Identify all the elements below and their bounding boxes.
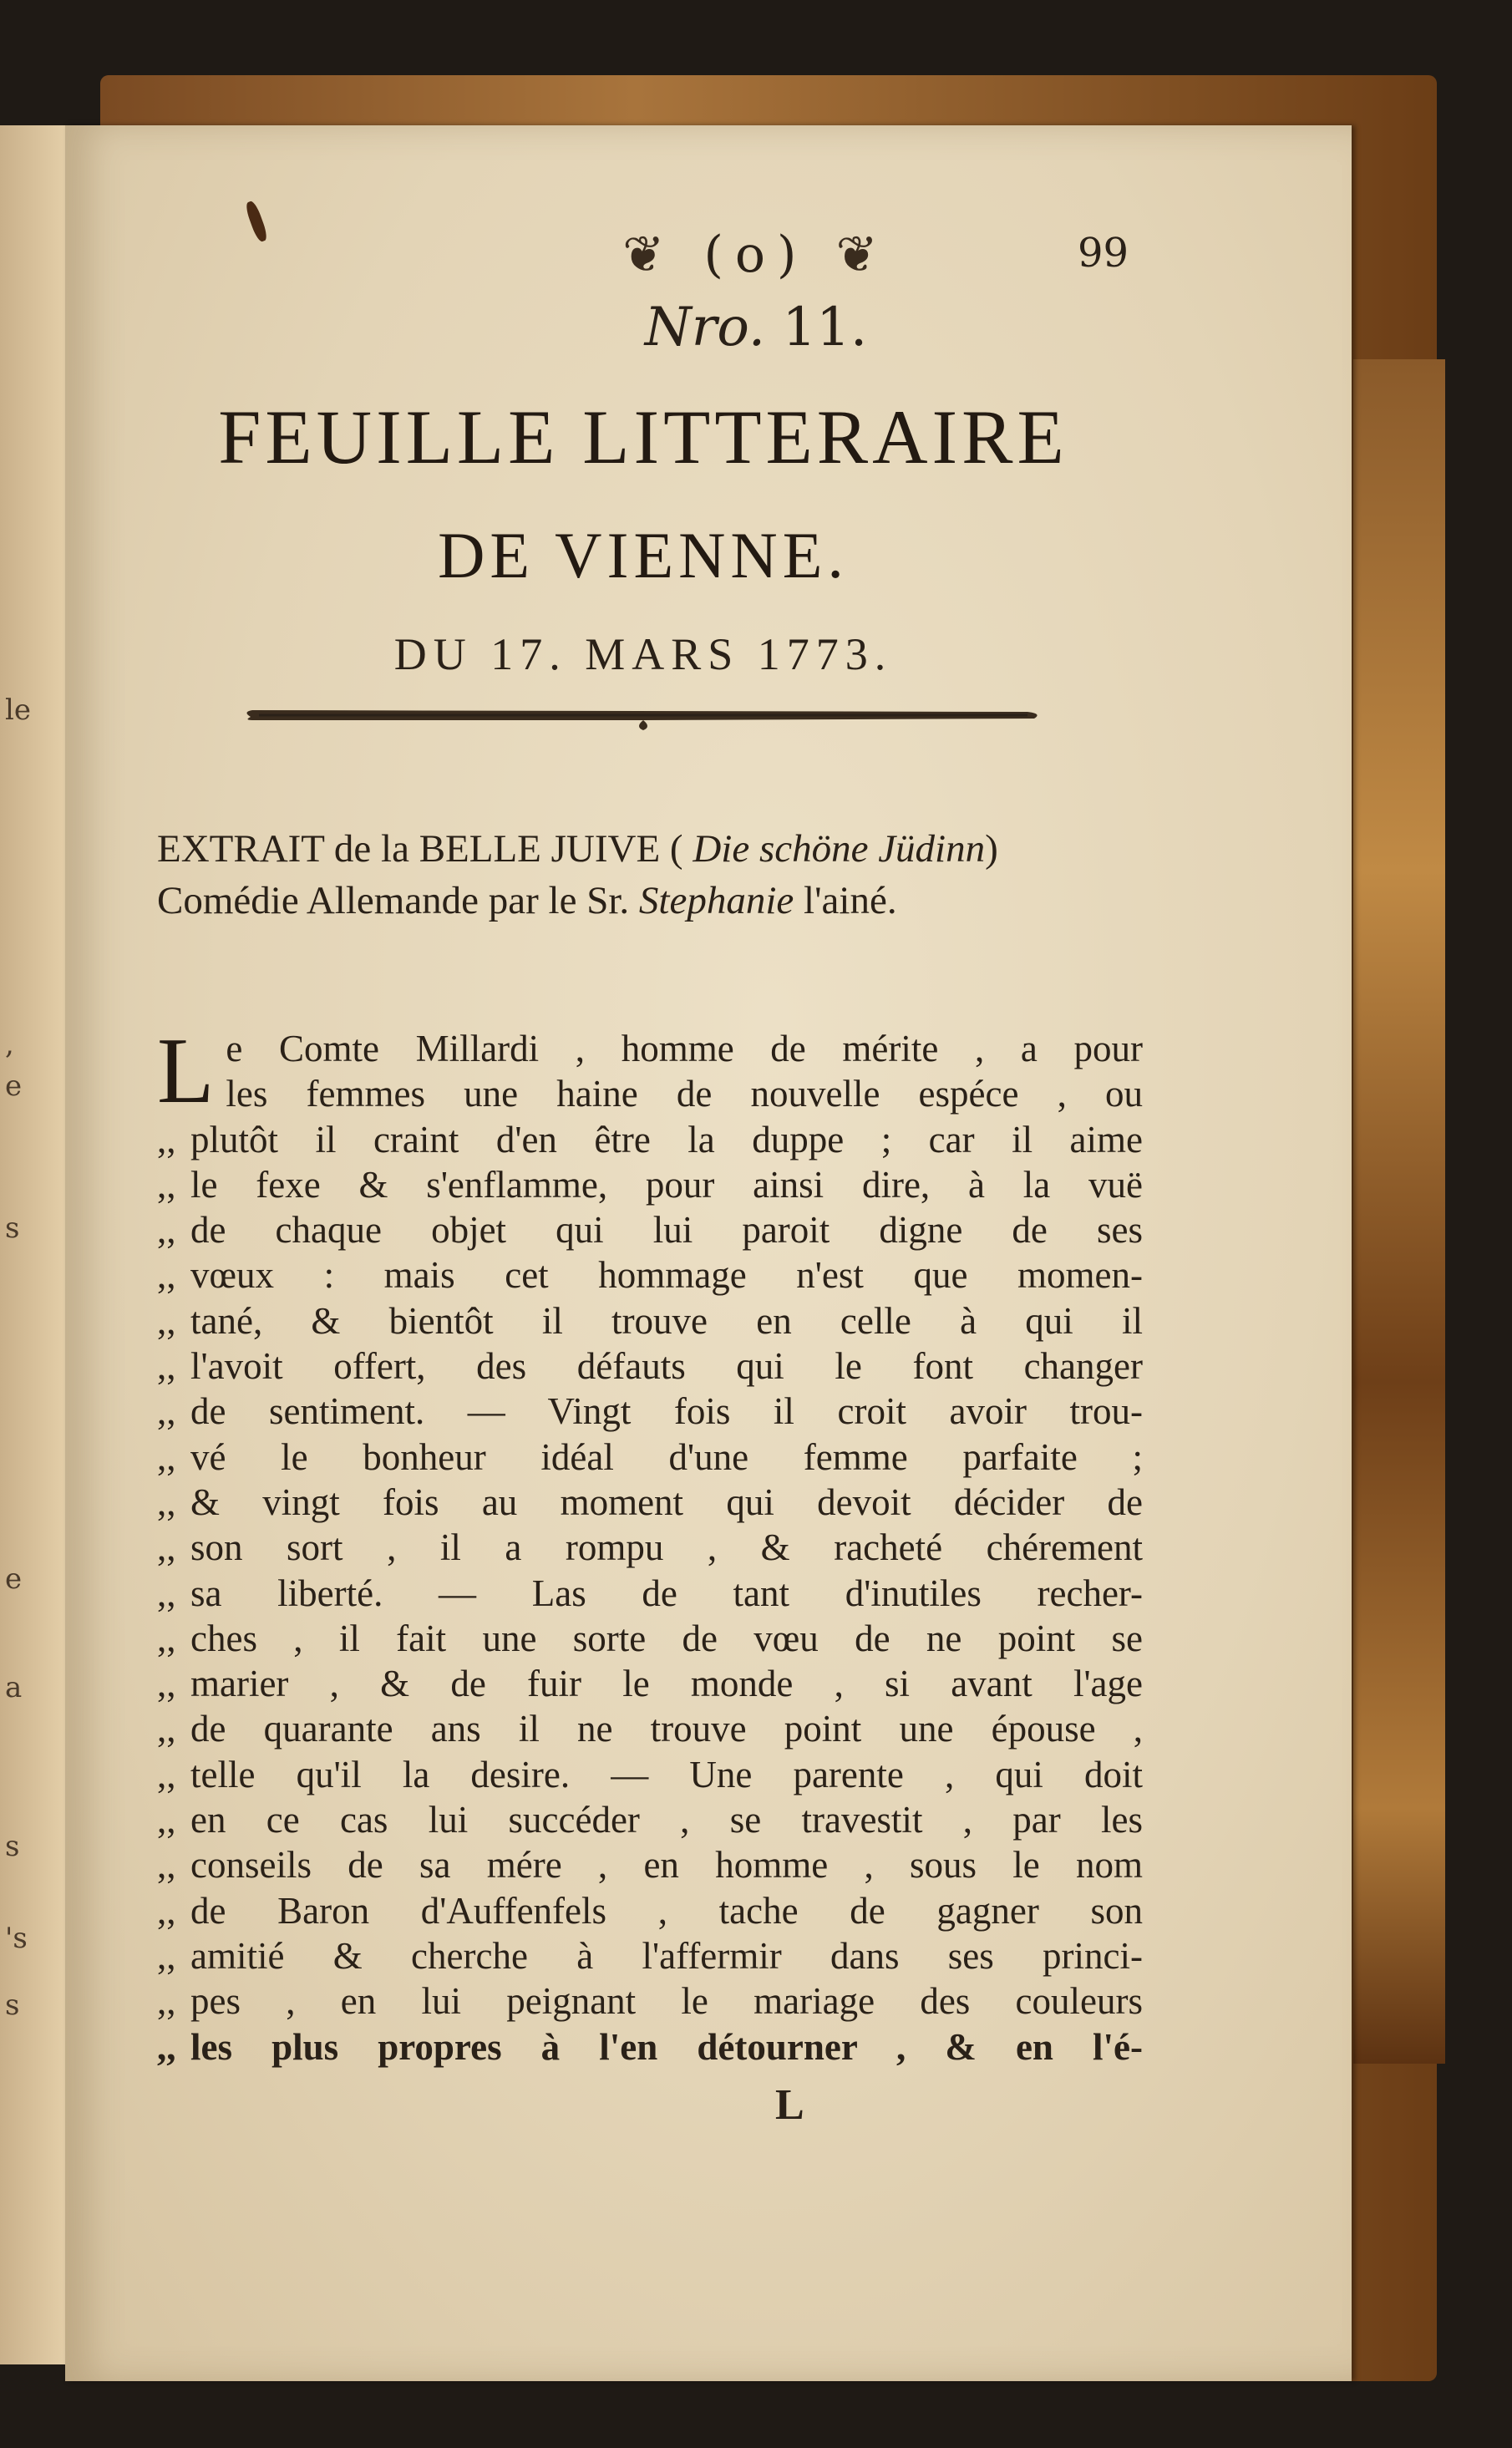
- extract-prefix: EXTRAIT de la BELLE JUIVE (: [157, 827, 693, 871]
- facing-page-fragment: s: [5, 1211, 20, 1245]
- quote-mark: ,,: [157, 1526, 176, 1569]
- page-title: FEUILLE LITTERAIRE: [218, 394, 1068, 480]
- text-line-content: marier , & de fuir le monde , si avant l'age: [190, 1663, 1143, 1705]
- text-line: [157, 1888, 1143, 1933]
- facing-page-edge: [0, 125, 67, 2364]
- text-line: [157, 2024, 1143, 2070]
- quote-mark: ,,: [157, 1663, 176, 1705]
- text-line-content: tané, & bientôt il trouve en celle à qui il: [190, 1299, 1143, 1342]
- issue-date: DU 17. MARS 1773.: [393, 629, 893, 679]
- text-line-content: de quarante ans il ne trouve point une épouse ,: [190, 1708, 1143, 1750]
- issue-value: 11.: [782, 297, 868, 358]
- text-line: [157, 1978, 1143, 2024]
- text-line-content: son sort , il a rompu , & racheté chérement: [190, 1526, 1143, 1569]
- extract-heading: [157, 823, 1143, 927]
- quote-mark: ,,: [157, 1799, 176, 1841]
- text-line-content: l'avoit offert, des défauts qui le font changer: [190, 1345, 1143, 1388]
- facing-page-fragment: s: [5, 1830, 20, 1863]
- running-head-text: (o): [703, 226, 809, 284]
- text-line: [157, 1207, 1143, 1252]
- text-line: les femmes une haine de nouvelle espéce , ou: [226, 1073, 1143, 1115]
- facing-page-fragment: e: [5, 1069, 23, 1103]
- text-line-content: de chaque objet qui lui paroit digne de ses: [190, 1209, 1143, 1252]
- text-line: [157, 1435, 1143, 1480]
- quote-mark: ,,: [157, 1572, 176, 1614]
- quote-mark: ,,: [157, 1934, 176, 1977]
- text-line: [157, 1797, 1143, 1842]
- quote-mark: ,,: [157, 1118, 176, 1161]
- running-head: [0, 226, 1512, 284]
- text-line: [157, 1162, 1143, 1207]
- text-line-content: telle qu'il la desire. — Une parente , qui doit: [190, 1753, 1143, 1795]
- facing-page-fragment: a: [5, 1671, 23, 1704]
- quote-mark: ,,: [157, 2025, 176, 2068]
- text-line: [157, 1616, 1143, 1661]
- page-number: 99: [1078, 230, 1129, 277]
- text-line-content: vé le bonheur idéal d'une femme parfaite ;: [190, 1435, 1143, 1478]
- text-line-content: en ce cas lui succéder , se travestit , par les: [190, 1799, 1143, 1841]
- page-subtitle: DE VIENNE.: [438, 519, 849, 592]
- text-line: [157, 1343, 1143, 1389]
- text-line-content: le fexe & s'enflamme, pour ainsi dire, à la vuë: [190, 1163, 1143, 1206]
- quote-mark: ,,: [157, 1480, 176, 1523]
- quote-mark: ,,: [157, 1345, 176, 1388]
- quote-mark: ,,: [157, 1209, 176, 1252]
- article-body: [157, 1019, 1143, 2070]
- facing-page-fragment: e: [5, 1562, 23, 1596]
- extract-suffix: ) Comédie Allemande par le Sr.: [157, 827, 998, 922]
- text-line: [157, 1252, 1143, 1298]
- ornamental-rule: [242, 702, 1044, 735]
- quote-mark: ,,: [157, 1254, 176, 1297]
- quote-mark: ,,: [157, 1753, 176, 1795]
- text-line-content: vœux : mais cet hommage n'est que momen-: [190, 1254, 1143, 1297]
- fleuron-ornament-icon: ❦: [835, 226, 890, 284]
- text-line: [157, 1752, 1143, 1797]
- text-line: [157, 1661, 1143, 1706]
- text-line: [157, 1480, 1143, 1525]
- text-line: [157, 1298, 1143, 1343]
- facing-page-fragment: 's: [5, 1922, 28, 1955]
- facing-page-fragment: s: [5, 1988, 20, 2022]
- quote-mark: ,,: [157, 1844, 176, 1887]
- quote-mark: ,,: [157, 1299, 176, 1342]
- text-line-content: amitié & cherche à l'affermir dans ses princi-: [190, 1934, 1143, 1977]
- text-line-content: de sentiment. — Vingt fois il croit avoir trou-: [190, 1390, 1143, 1433]
- text-line: [157, 1389, 1143, 1434]
- text-line-content: ches , il fait une sorte de vœu de ne point se: [190, 1617, 1143, 1659]
- extract-author: Stephanie: [638, 879, 794, 922]
- quote-mark: ,,: [157, 1980, 176, 2023]
- issue-number: [0, 297, 1512, 358]
- text-line-content: conseils de sa mére , en homme , sous le nom: [190, 1844, 1143, 1887]
- extract-author-end: l'ainé.: [794, 879, 897, 922]
- fleuron-ornament-icon: ❦: [622, 226, 677, 284]
- book-cover-edge: [1353, 359, 1445, 2064]
- text-line-content: les plus propres à l'en détourner , & en l'é-: [190, 2025, 1143, 2068]
- quote-mark: ,,: [157, 1390, 176, 1433]
- text-line: [157, 1117, 1143, 1162]
- text-line-content: pes , en lui peignant le mariage des couleurs: [190, 1980, 1143, 2023]
- text-line: [157, 1933, 1143, 1978]
- facing-page-fragment: le: [5, 693, 31, 727]
- quote-mark: ,,: [157, 1435, 176, 1478]
- issue-abbr: Nro.: [644, 297, 766, 358]
- text-line: [157, 1525, 1143, 1570]
- text-line-content: de Baron d'Auffenfels , tache de gagner son: [190, 1889, 1143, 1932]
- extract-german-title: Die schöne Jüdinn: [693, 827, 986, 871]
- text-line-content: sa liberté. — Las de tant d'inutiles recher-: [190, 1572, 1143, 1614]
- drop-cap: L: [157, 1019, 215, 1123]
- quote-mark: ,,: [157, 1708, 176, 1750]
- text-line: [157, 1571, 1143, 1616]
- text-line: [157, 1842, 1143, 1887]
- text-line: e Comte Millardi , homme de mérite , a pour: [226, 1028, 1143, 1069]
- text-line-content: plutôt il craint d'en être la duppe ; car il aime: [190, 1118, 1143, 1161]
- quote-mark: ,,: [157, 1889, 176, 1932]
- quote-mark: ,,: [157, 1617, 176, 1659]
- facing-page-fragment: ,: [5, 1028, 14, 1061]
- catchword: L: [775, 2081, 804, 2129]
- text-line: [157, 1706, 1143, 1751]
- text-line-content: & vingt fois au moment qui devoit décider de: [190, 1480, 1143, 1523]
- quote-mark: ,,: [157, 1163, 176, 1206]
